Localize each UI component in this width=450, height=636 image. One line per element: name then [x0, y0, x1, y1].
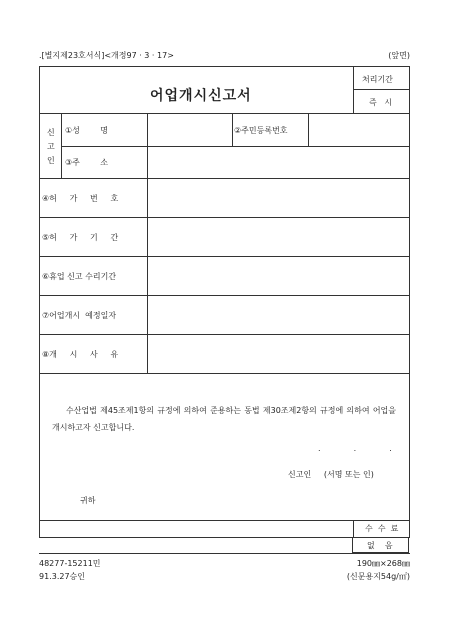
- divider: [40, 113, 410, 114]
- divider: [353, 520, 354, 538]
- divider: [40, 178, 410, 179]
- divider: [40, 520, 410, 521]
- applicant-char-1: 신: [47, 128, 55, 137]
- divider: [40, 334, 410, 335]
- divider: [147, 113, 148, 373]
- divider: [40, 295, 410, 296]
- approval-date: 91.3.27승인: [39, 572, 85, 581]
- form-code: 48277-15211민: [39, 559, 101, 568]
- fee-value-cell: [352, 538, 409, 553]
- divider: [308, 113, 309, 146]
- permit-period-label: ⑤허 가 기 간: [42, 233, 119, 242]
- processing-period-label: 처리기간: [362, 75, 393, 84]
- reason-label: ⑧개 시 사 유: [42, 350, 119, 359]
- form-title: 어업개시신고서: [150, 88, 252, 104]
- planned-date-label: ⑦어업개시 예정일자: [42, 311, 117, 320]
- form-frame: [39, 66, 410, 538]
- applicant-char-2: 고: [47, 142, 55, 151]
- address-label: ③주 소: [65, 158, 108, 167]
- divider: [61, 113, 62, 178]
- rrn-label: ②주민등록번호: [234, 126, 288, 135]
- permit-number-label: ④허 가 번 호: [42, 194, 119, 203]
- date-line: . . .: [318, 444, 392, 453]
- applicant-char-3: 인: [47, 156, 55, 165]
- suspension-period-label: ⑥휴업 신고 수리기간: [42, 272, 117, 281]
- bottom-rule: [39, 553, 410, 554]
- fee-value: 없 음: [367, 541, 393, 550]
- statement-text: 수산업법 제45조제1항의 규정에 의하여 준용하는 동법 제30조제2항의 규정에 의하여 어업을 개시하고자 신고합니다.: [52, 406, 396, 432]
- paper-type: (신문용지54g/㎡): [346, 572, 410, 581]
- signer-line: 신고인 (서명 또는 인): [288, 470, 374, 479]
- divider: [40, 217, 410, 218]
- divider: [353, 67, 354, 113]
- form-number: .[별지제23호서식]<개정97 · 3 · 17>: [39, 51, 174, 60]
- paper-size: 190㎜×268㎜: [356, 559, 410, 568]
- divider: [232, 113, 233, 146]
- divider: [40, 256, 410, 257]
- processing-period-value: 즉 시: [369, 98, 393, 107]
- divider: [353, 89, 410, 90]
- page-side-label: (앞면): [388, 51, 410, 60]
- divider: [40, 373, 410, 374]
- fee-label: 수 수 료: [365, 524, 399, 533]
- name-label: ①성 명: [65, 126, 108, 135]
- divider: [61, 146, 410, 147]
- recipient-label: 귀하: [80, 496, 96, 505]
